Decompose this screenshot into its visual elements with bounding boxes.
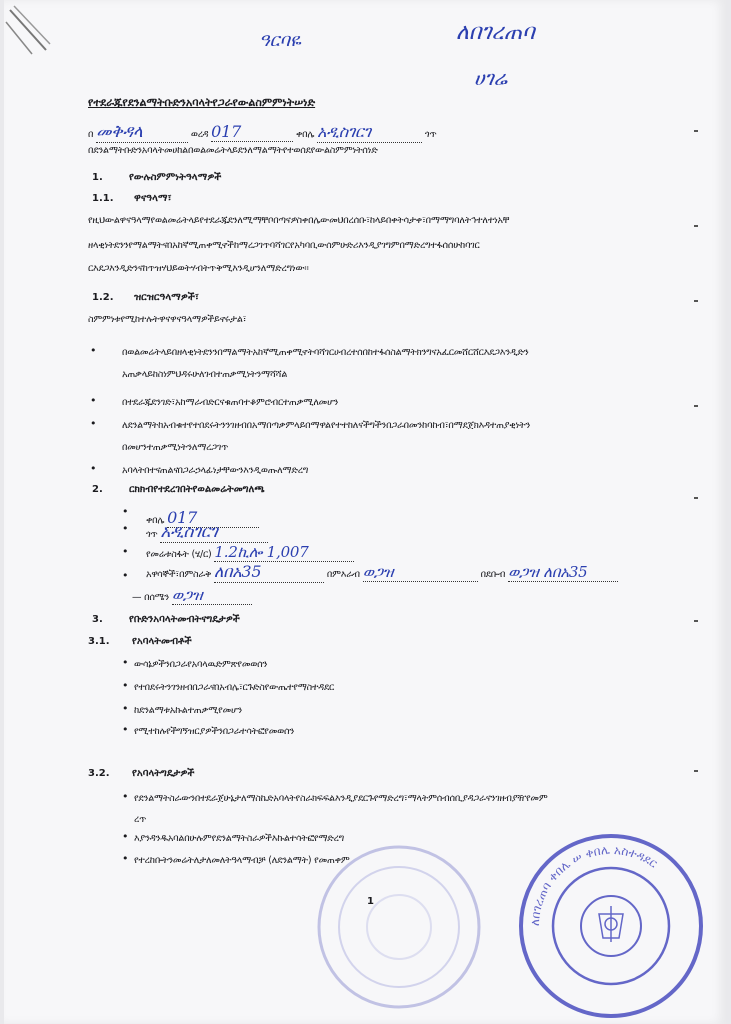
handwritten-top-center: ዓርባዬ	[259, 30, 301, 51]
section-3-1-title: የአባላትመብቶች	[132, 636, 192, 647]
bullet-marker: •	[90, 394, 97, 407]
bullet-marker: •	[90, 417, 97, 430]
field-area: የመሬቱስፋት (ሄ/ር) 1.2ኪሎ 1,007	[146, 543, 354, 562]
section-1-2-intro: ስምምነቱየሚከተሉትዋናዋናዓላማዎችይኖሩታል፣	[88, 314, 247, 325]
section-1-2-bullet-4: አባላትበተናጠልናበጋራኃላፊነታቸውንእንዲወጡለማድረግ	[122, 465, 309, 476]
margin-mark	[694, 497, 698, 499]
section-1-1-para-line-3: ርእደጋእንዲድንናከጥዝሃህይወትሃብትጥቅሚእንዲሆንለማድረግነው።	[88, 263, 309, 274]
section-3-1-bullet-3: ከደንልማቱአኩልተጠቃሚየመሆን	[134, 705, 243, 716]
bullet-marker: •	[122, 522, 129, 535]
section-3-1-bullet-2: የተበደሩትንገንዘብበጋራናበአብሌ፣ርጉድስየውጤተየማስተዳደር	[134, 682, 335, 693]
intro-line: በ መቅዳላ ወረዳ 017 ቀበሌ አዲስገርገ ጎጥ	[88, 122, 437, 142]
section-1-2-bullet-1-line-1: በወልመሬትላይበዘላቂነትደንንበማልማትአከኛሚጠቀሚኖትባሻገርሀብረተሰበከተፋሰስልማትክንግናአፈርመሸርሸርእደጋእንዲድን	[122, 347, 529, 358]
document-page	[4, 0, 726, 1024]
intro-town: መቅዳላ	[96, 122, 188, 143]
field-west-value: ወጋዝ	[363, 563, 478, 582]
section-2-title: ርክክብየተደረገበትየወልመሬትመግለጫ	[129, 484, 265, 495]
section-3-1-bullet-4: የሚተከሉየችግኝዝርያዎችንበጋራተሳትፎየመወሰን	[134, 726, 295, 737]
section-1-1-para-line-1: የዚህውልዋናዓላማየወልመሬትላይየተደራጁደንለሚማቸቦበጣናዎስቀበሌውመህበረሰቡ፣ከላይበቀትሳታቀ፣በማማግባለትኅተለተነአቸ	[88, 215, 510, 226]
bullet-marker: •	[122, 656, 129, 669]
staple-marks	[4, 0, 59, 60]
section-3-1-bullet-1: ውሳኔዎችንበጋራየአባላዉድምጽየመወሰን	[134, 659, 268, 670]
field-north-value: ወጋዝ	[172, 586, 252, 605]
section-3-title: የቡድንአባላትመብትናግዴታዎች	[129, 614, 240, 625]
bullet-marker: •	[122, 505, 129, 518]
bullet-marker: •	[90, 462, 97, 475]
section-1-2-title: ዝርዝርዓላማዎች፣	[134, 292, 199, 303]
field-north: — በሰሜን ወጋዝ	[132, 586, 252, 605]
bullet-marker: •	[122, 790, 129, 803]
faded-stamp	[314, 835, 484, 1020]
field-kebele: ቀበሌ 017	[146, 508, 259, 528]
bullet-marker: •	[122, 852, 129, 865]
margin-mark	[694, 620, 698, 622]
bullet-marker: •	[90, 344, 97, 357]
intro-line-2: በደንልማትቡድንአባላትመሀከልበወልመሬትላይደንለማልማትየተወሰደየውልስምምነትሰነድ	[88, 145, 378, 156]
intro-kebele-no: 017	[211, 122, 293, 142]
field-south-value: ወጋዝ ለበአ35	[508, 563, 618, 582]
field-kebele-value: 017	[167, 508, 259, 528]
intro-kebele-name: አዲስገርገ	[317, 122, 422, 143]
section-3-2-bullet-2: እያንዳንዱአባልበሁሉምየደንልማትስራዎችእኩልተሳትፎየማድረግ	[134, 833, 345, 844]
handwritten-top-right: ለበገረጠባ	[456, 20, 535, 45]
section-1-1-title: ዋናዓላማ፣	[134, 193, 172, 204]
handwritten-top-right-2: ሀገሬ	[474, 66, 508, 90]
section-1-1-para-line-2: ዘላቂነትደንንየማልማትናበአከኛሚጠቀሚኖችከማረጋገጥባሻገርየአካባቢውሰምሁድሪእንዲያገግምበማድረግተፋሰሰሁከባገር	[88, 240, 480, 251]
section-2-number: 2.	[92, 484, 103, 495]
svg-text:ለበገረጠባ ቀበሌ ሠ ቀበሌ አስተዳደር	[528, 843, 660, 926]
bullet-marker: •	[122, 679, 129, 692]
section-1-number: 1.	[92, 172, 103, 183]
bullet-marker: •	[122, 569, 129, 582]
margin-mark	[694, 405, 698, 407]
field-east-value: ለበአ35	[214, 562, 324, 583]
section-1-1-number: 1.1.	[92, 193, 114, 204]
field-boundaries: አዋሳኞች፣በምስራቅ ለበአ35 በምእራብ ወጋዝ በደቡብ ወጋዝ ለበአ35	[146, 562, 618, 583]
section-1-2-bullet-1-line-2: አጠቃላይከስነምህዳሩሁለገብተጠቃሚነትንማሻሻል	[122, 369, 288, 380]
field-got-value: አዲስገርገ	[160, 522, 268, 543]
official-stamp	[516, 828, 706, 1024]
section-1-2-bullet-3-line-2: በመሆንተጠቃሚነትንለማረጋገጥ	[122, 442, 229, 453]
document-title: የተደራጁየደንልማትቡድንአባላትየጋራየውልስምምነትሠነድ	[88, 96, 316, 109]
section-1-title: የውሉስምምነትዓላማዎች	[129, 172, 222, 183]
section-3-2-bullet-1-line-1: የደንልማትስራውንበተደራጀሁኔታለማስኬድአባላትየስራክፍፍልእንዲያደርጉየማድረግ፣ማላትምሰብሰቢያዳጋራናንገዘብያዥየመም	[134, 793, 548, 804]
section-1-2-bullet-3-line-1: ለደንልማትከአብቁተየተበደሩትንንገዘብበአማበጣቃምላይበማዋልየተተከለናችግችንበጋራበመንከባከብ፣በማደጀክእዳተጠያቂነትን	[122, 420, 531, 431]
section-3-1-number: 3.1.	[88, 636, 110, 647]
field-area-value: 1.2ኪሎ 1,007	[214, 543, 354, 562]
page-number: 1	[367, 896, 374, 907]
bullet-marker: •	[122, 723, 129, 736]
margin-mark	[694, 225, 698, 227]
margin-mark	[694, 130, 698, 132]
field-got: ጎጥ አዲስገርገ	[146, 522, 268, 543]
stamp-ring-text: ለበገረጠባ ቀበሌ ሠ ቀበሌ አስተዳደር	[527, 842, 660, 927]
section-3-2-bullet-3: የተረከቡትንመሬትለታለመለትዓላማብቻ (ለደንልማት) የመጠቀም	[134, 855, 350, 866]
section-3-2-title: የአባላትግዴታዎች	[132, 768, 195, 779]
section-1-2-bullet-2: በተደራጁደንገድ፣አከማራብድርናቁጠባተቆምሮብርተጠቃሚለመሆን	[122, 397, 339, 408]
section-3-2-number: 3.2.	[88, 768, 110, 779]
section-3-2-bullet-1-line-2: ረጥ	[134, 814, 147, 825]
bullet-marker: •	[122, 830, 129, 843]
margin-mark	[694, 770, 698, 772]
section-1-2-number: 1.2.	[92, 292, 114, 303]
bullet-marker: •	[122, 702, 129, 715]
section-3-number: 3.	[92, 614, 103, 625]
bullet-marker: •	[122, 545, 129, 558]
margin-mark	[694, 300, 698, 302]
